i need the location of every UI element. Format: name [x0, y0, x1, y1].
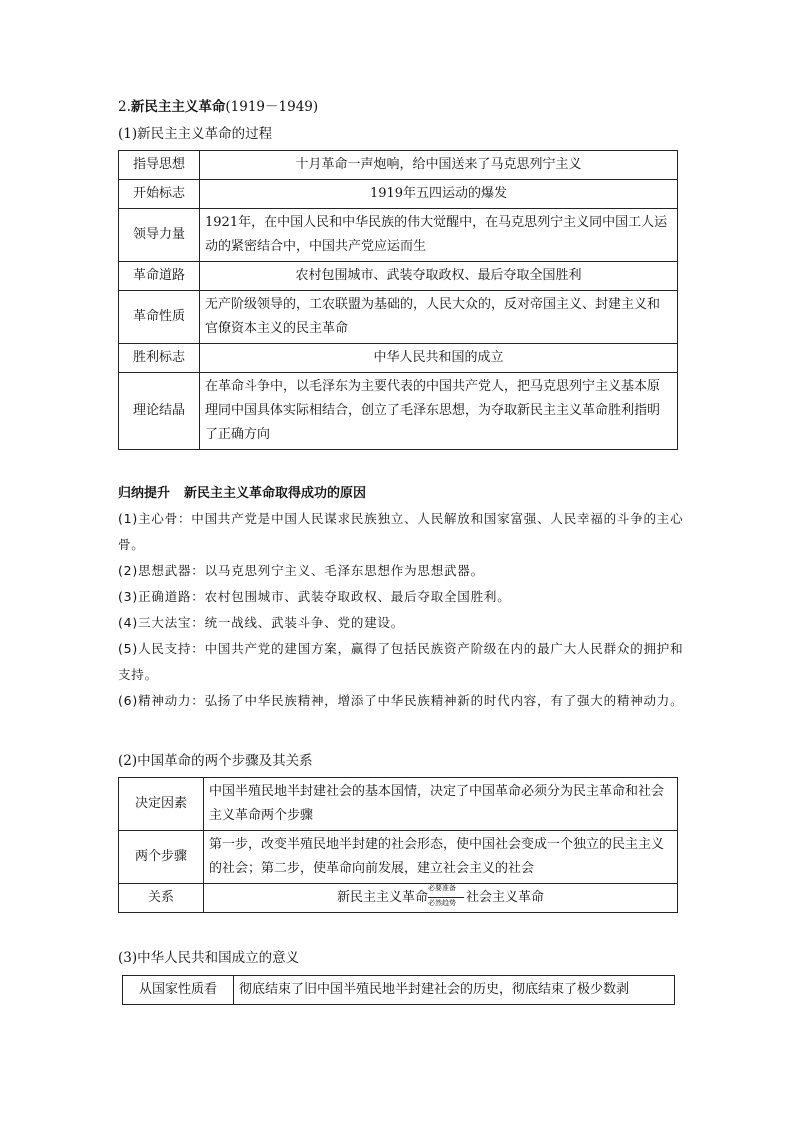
row-label: 两个步骤 — [119, 831, 204, 884]
summary-item: (2)思想武器：以马克思列宁主义、毛泽东思想作为思想武器。 — [118, 563, 484, 578]
table-row — [119, 291, 678, 344]
summary-item: (3)正确道路：农村包围城市、武装夺取政权、最后夺取全国胜利。 — [118, 589, 511, 604]
row-content: 中华人民共和国的成立 — [200, 344, 678, 373]
arrow-top-label: 必要准备 — [428, 883, 456, 892]
arrow-bottom-label: 必然趋势 — [428, 898, 456, 907]
row-label: 从国家性质看 — [123, 976, 234, 1005]
summary-heading: 新民主主义革命取得成功的原因 — [184, 486, 367, 501]
table-row — [119, 778, 678, 831]
summary-item: (1)主心骨：中国共产党是中国人民谋求民族独立、人民解放和国家富强、人民幸福的斗争的主心骨。 — [118, 511, 684, 552]
section-number: 2. — [118, 99, 131, 115]
two-steps-table — [118, 777, 678, 913]
row-label: 开始标志 — [119, 180, 200, 209]
relation-right: 社会主义革命 — [466, 890, 545, 905]
subheading-two-steps: (2)中国革命的两个步骤及其关系 — [118, 753, 313, 769]
summary-item: (5)人民支持：中国共产党的建国方案，赢得了包括民族资产阶级在内的最广大人民群众的拥护和支持。 — [118, 641, 684, 682]
row-content: 1921年，在中国人民和中华民族的伟大觉醒中，在马克思列宁主义同中国工人运动的紧密结合中，中国共产党应运而生 — [200, 209, 678, 262]
row-label: 领导力量 — [119, 209, 200, 262]
row-label: 革命性质 — [119, 291, 200, 344]
row-content: 中国半殖民地半封建社会的基本国情，决定了中国革命必须分为民主革命和社会主义革命两个步骤 — [204, 778, 678, 831]
row-label: 革命道路 — [119, 262, 200, 291]
section-years: (1919－1949) — [225, 99, 319, 115]
section-heading — [118, 97, 318, 117]
revolution-process-table — [118, 150, 678, 450]
table-row — [119, 344, 678, 373]
row-content: 农村包围城市、武装夺取政权、最后夺取全国胜利 — [200, 262, 678, 291]
table-row — [119, 209, 678, 262]
significance-table — [122, 975, 675, 1005]
row-label: 指导思想 — [119, 151, 200, 180]
row-content: 无产阶级领导的，工农联盟为基础的，人民大众的，反对帝国主义、封建主义和官僚资本主义的民主革命 — [200, 291, 678, 344]
relation-left: 新民主主义革命 — [336, 890, 428, 905]
row-label: 关系 — [119, 884, 204, 913]
subheading-process: (1)新民主主义革命的过程 — [118, 126, 273, 142]
row-label: 理论结晶 — [119, 373, 200, 450]
summary-title — [118, 482, 684, 501]
table-row — [119, 831, 678, 884]
table-row — [119, 180, 678, 209]
table-row — [119, 262, 678, 291]
row-content: 十月革命一声炮响，给中国送来了马克思列宁主义 — [200, 151, 678, 180]
subheading-significance: (3)中华人民共和国成立的意义 — [118, 950, 300, 966]
relation-cell — [204, 884, 678, 913]
row-label: 胜利标志 — [119, 344, 200, 373]
row-content: 第一步，改变半殖民地半封建的社会形态，使中国社会变成一个独立的民主主义的社会；第二步，使革命向前发展，建立社会主义的社会 — [204, 831, 678, 884]
table-row — [119, 151, 678, 180]
row-label: 决定因素 — [119, 778, 204, 831]
row-content: 在革命斗争中，以毛泽东为主要代表的中国共产党人，把马克思列宁主义基本原理同中国具体实际相结合，创立了毛泽东思想，为夺取新民主主义革命胜利指明了正确方向 — [200, 373, 678, 450]
table-row — [123, 976, 675, 1005]
summary-tag: 归纳提升 — [118, 486, 171, 501]
section-title: 新民主主义革命 — [130, 99, 226, 115]
table-row — [119, 884, 678, 913]
row-content: 彻底结束了旧中国半殖民地半封建社会的历史，彻底结束了极少数剥 — [234, 976, 675, 1005]
row-content: 1919年五四运动的爆发 — [200, 180, 678, 209]
summary-item: (6)精神动力：弘扬了中华民族精神，增添了中华民族精神新的时代内容，有了强大的精神动力。 — [118, 693, 684, 708]
relation-arrow — [428, 883, 466, 907]
summary-item: (4)三大法宝：统一战线、武装斗争、党的建设。 — [118, 615, 405, 630]
arrow-line — [428, 897, 464, 898]
summary-section — [118, 482, 684, 714]
table-row — [119, 373, 678, 450]
